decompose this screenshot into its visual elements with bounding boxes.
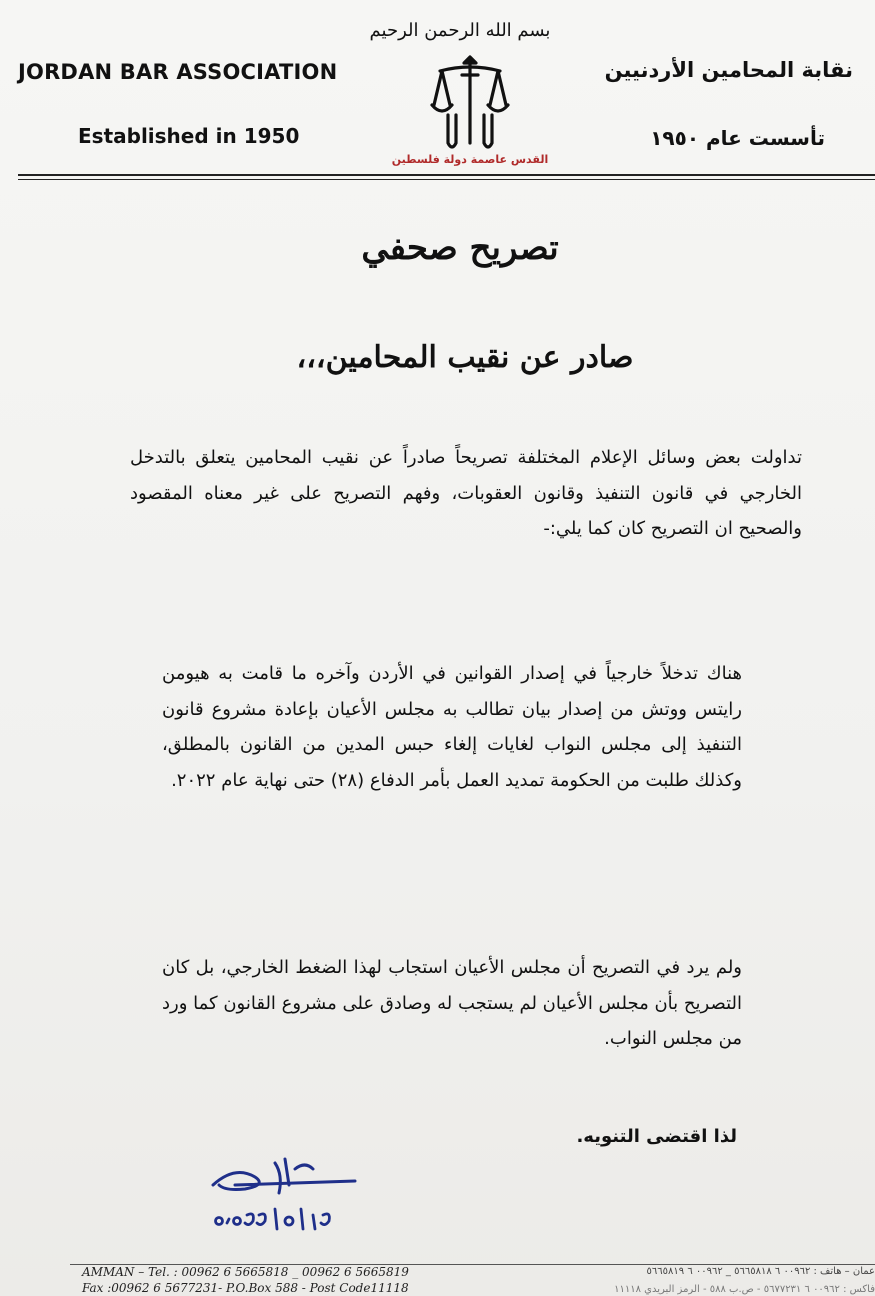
footer-contact-line-1: AMMAN – Tel. : 00962 6 5665818 _ 00962 6 5665819	[82, 1265, 409, 1279]
emblem-caption: القدس عاصمة دولة فلسطين	[391, 153, 549, 166]
footer-arabic-contact-line-1: عمان – هاتف : ٠٠٩٦٢ ٦ ٥٦٦٥٨١٨ _ ٠٠٩٦٢ ٦ ٥٦٦٥٨١٩	[646, 1266, 875, 1277]
closing-line: لذا اقتضى التنويه.	[576, 1126, 737, 1147]
footer-contact-line-2: Fax :00962 6 5677231- P.O.Box 588 - Post Code11118	[82, 1281, 409, 1295]
paragraph-intro: تداولت بعض وسائل الإعلام المختلفة تصريحاً صادراً عن نقيب المحامين يتعلق بالتدخل الخارجي في قانون التنفيذ وقانون العقوبات، وفهم التصريح على غير معناه المقصود والصحيح ان التصريح كان كما يلي:-	[130, 447, 802, 539]
header-divider	[18, 174, 875, 176]
arabic-organization-name: نقابة المحامين الأردنيين	[604, 58, 853, 82]
scales-of-justice-icon	[430, 55, 510, 155]
header-divider-thin	[18, 179, 875, 180]
english-established: Established in 1950	[78, 124, 300, 148]
handwritten-signature	[205, 1155, 375, 1235]
paragraph-statement: هناك تدخلاً خارجياً في إصدار القوانين في الأردن وآخره ما قامت به هيومن رايتس ووتش من إصدار بيان تطالب به مجلس الأعيان بإعادة مشروع قانون التنفيذ إلى مجلس النواب لغايات إلغاء حبس المدين من القانون بالمطلق، وكذلك طلبت من الحكومة تمديد العمل بأمر الدفاع (٢٨) حتى نهاية عام ٢٠٢٢.	[162, 663, 742, 791]
document-title: تصريح صحفي	[361, 228, 559, 268]
footer-arabic-contact-line-2: فاكس : ٠٠٩٦٢ ٦ ٥٦٧٧٢٣١ - ص.ب ٥٨٨ - الرمز البريدي ١١١١٨	[614, 1284, 875, 1295]
arabic-established: تأسست عام ١٩٥٠	[650, 126, 825, 150]
document-subtitle: صادر عن نقيب المحامين،،،	[296, 340, 634, 375]
basmala: بسم الله الرحمن الرحيم	[369, 20, 551, 41]
paragraph-clarification: ولم يرد في التصريح أن مجلس الأعيان استجاب لهذا الضغط الخارجي، بل كان التصريح بأن مجلس الأعيان لم يستجب له وصادق على مشروع القانون كما ورد من مجلس النواب.	[162, 957, 742, 1049]
english-organization-name: JORDAN BAR ASSOCIATION	[18, 60, 338, 84]
